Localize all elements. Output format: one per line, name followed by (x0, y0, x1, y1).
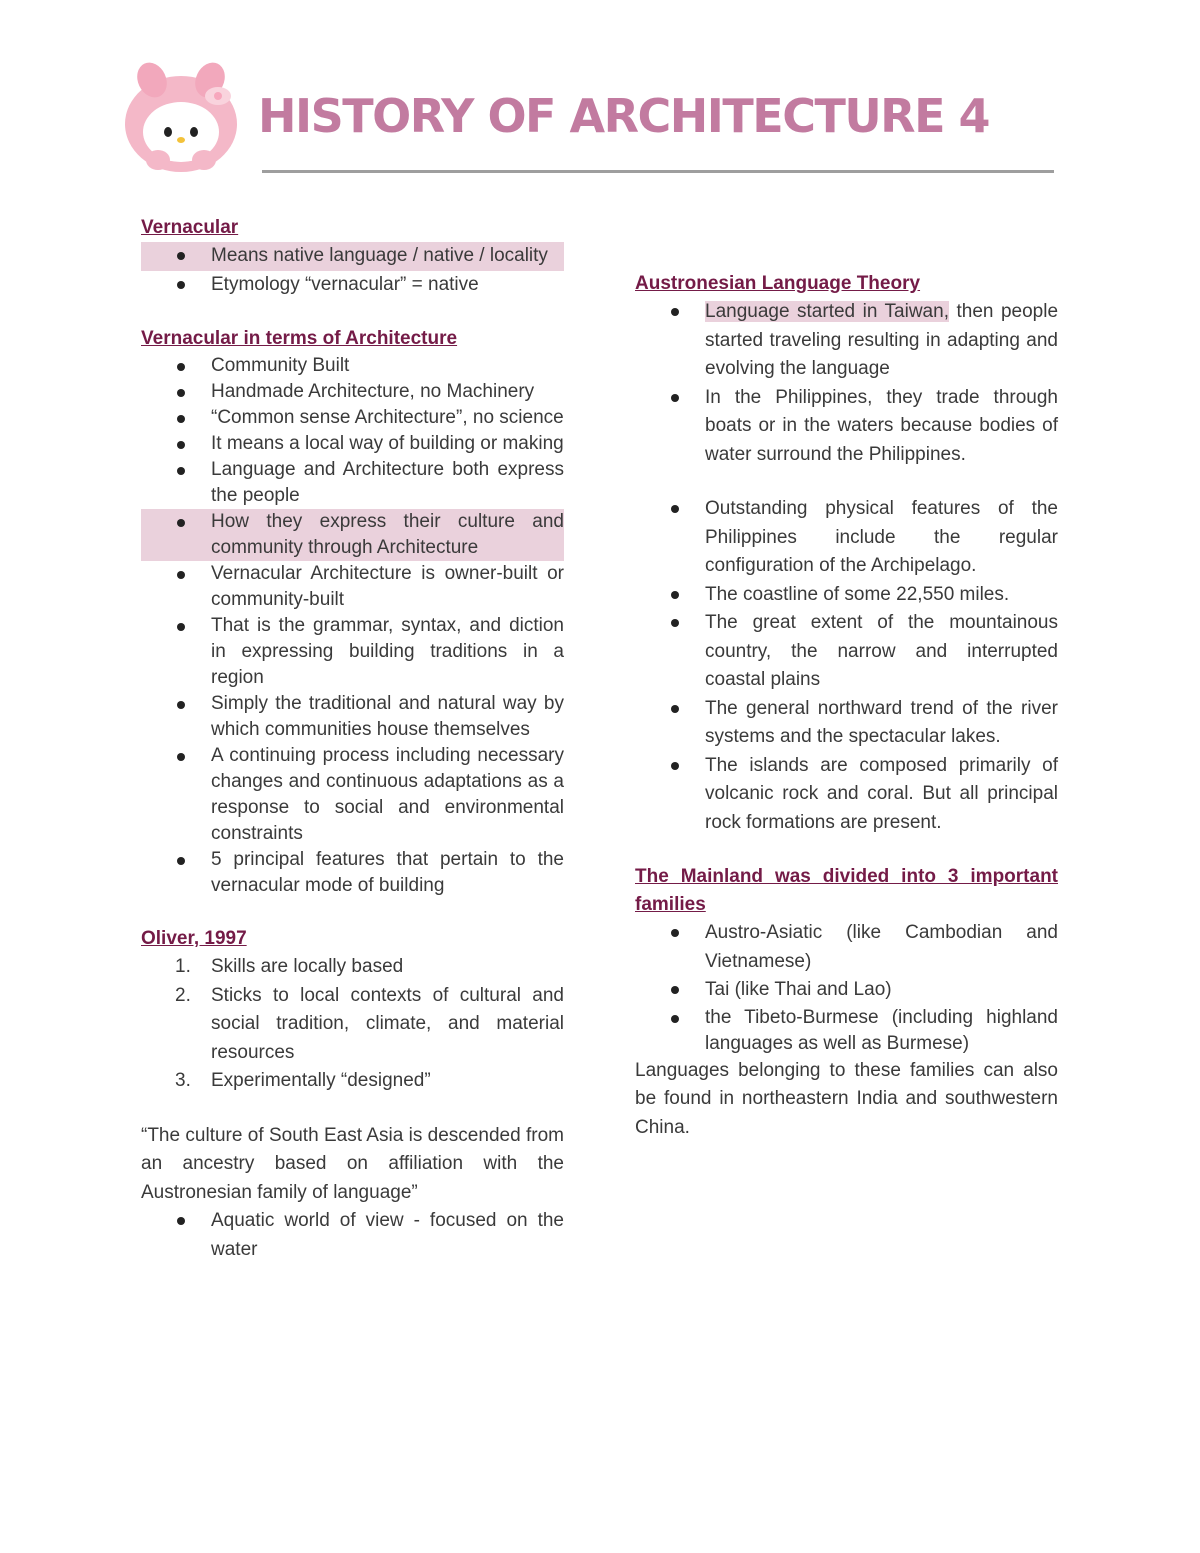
list-item: The islands are composed primarily of volcanic rock and coral. But all principal rock formations are present. (635, 752, 1058, 838)
quote-list (141, 1207, 564, 1264)
mainland-list (635, 919, 1058, 1057)
bullet-icon (177, 701, 185, 709)
heading-mainland-families: The Mainland was divided into 3 important families (635, 866, 1058, 915)
list-item: A continuing process including necessary changes and continuous adaptations as a response to social and environmental constraints (141, 743, 564, 847)
heading-austronesian-theory: Austronesian Language Theory (635, 273, 921, 294)
bullet-icon (671, 619, 679, 627)
bullet-icon (177, 519, 185, 527)
list-item: It means a local way of building or making (141, 431, 564, 457)
bullet-icon (671, 308, 679, 316)
bullet-icon (177, 281, 185, 289)
bullet-icon (177, 363, 185, 371)
list-item: Outstanding physical features of the Philippines include the regular configuration of the Archipelago. (635, 495, 1058, 581)
list-item: the Tibeto-Burmese (including highland languages as well as Burmese) (635, 1005, 1058, 1057)
mainland-note: Languages belonging to these families can also be found in northeastern India and southwestern China. (635, 1059, 1058, 1138)
list-item: Austro-Asiatic (like Cambodian and Vietnamese) (635, 919, 1058, 976)
bullet-icon (177, 753, 185, 761)
bullet-icon (177, 571, 185, 579)
numbered-item: 1. Skills are locally based (175, 956, 404, 977)
highlighted-text: Language started in Taiwan, (705, 301, 949, 322)
bullet-icon (671, 705, 679, 713)
bullet-icon (177, 389, 185, 397)
bullet-icon (177, 1217, 185, 1225)
list-item: Tai (like Thai and Lao) (635, 976, 1058, 1005)
bullet-icon (177, 857, 185, 865)
oliver-list (141, 953, 564, 1096)
numbered-item: 3. Experimentally “designed” (175, 1070, 431, 1091)
right-column (635, 270, 1058, 1142)
list-item: Language and Architecture both express the people (141, 457, 564, 509)
bullet-icon (671, 762, 679, 770)
bullet-icon (671, 986, 679, 994)
bullet-icon (671, 505, 679, 513)
list-item: The great extent of the mountainous country, the narrow and interrupted coastal plains (635, 609, 1058, 695)
list-item: Language started in Taiwan, then people started traveling resulting in adapting and evolving the language (635, 298, 1058, 384)
bullet-icon (177, 623, 185, 631)
bullet-icon (671, 394, 679, 402)
heading-vernacular: Vernacular (141, 217, 239, 238)
hello-kitty-logo (118, 58, 244, 174)
bullet-icon (671, 929, 679, 937)
list-item: Means native language / native / locality (141, 242, 564, 271)
list-item: Community Built (141, 353, 564, 379)
bullet-icon (177, 467, 185, 475)
list-item: In the Philippines, they trade through boats or in the waters because bodies of water surround the Philippines. (635, 384, 1058, 470)
architecture-list (141, 353, 564, 899)
list-item: The coastline of some 22,550 miles. (635, 581, 1058, 610)
page-title: HISTORY OF ARCHITECTURE 4 (258, 89, 990, 143)
bullet-icon (177, 252, 185, 260)
list-item: Vernacular Architecture is owner-built or community-built (141, 561, 564, 613)
list-item: Etymology “vernacular” = native (141, 271, 564, 300)
list-item: 5 principal features that pertain to the vernacular mode of building (141, 847, 564, 899)
list-item: The general northward trend of the river systems and the spectacular lakes. (635, 695, 1058, 752)
list-item: Simply the traditional and natural way by which communities house themselves (141, 691, 564, 743)
bullet-icon (671, 591, 679, 599)
list-item: Handmade Architecture, no Machinery (141, 379, 564, 405)
title-divider (262, 170, 1054, 173)
left-column (141, 214, 564, 1264)
bullet-icon (177, 415, 185, 423)
list-item: Aquatic world of view - focused on the water (141, 1207, 564, 1264)
heading-oliver-1997: Oliver, 1997 (141, 928, 247, 949)
bullet-icon (177, 441, 185, 449)
heading-vernacular-architecture: Vernacular in terms of Architecture (141, 328, 458, 349)
list-item-highlighted: How they express their culture and community through Architecture (141, 509, 564, 561)
austronesian-list (635, 298, 1058, 469)
features-list (635, 495, 1058, 837)
list-item: That is the grammar, syntax, and diction in expressing building traditions in a region (141, 613, 564, 691)
quote-paragraph: “The culture of South East Asia is descended from an ancestry based on affiliation with the Austronesian family of language” (141, 1124, 564, 1203)
bullet-icon (671, 1015, 679, 1023)
list-item: “Common sense Architecture”, no science (141, 405, 564, 431)
numbered-item: 2. Sticks to local contexts of cultural and social tradition, climate, and material resources (175, 984, 564, 1063)
vernacular-list (141, 242, 564, 299)
